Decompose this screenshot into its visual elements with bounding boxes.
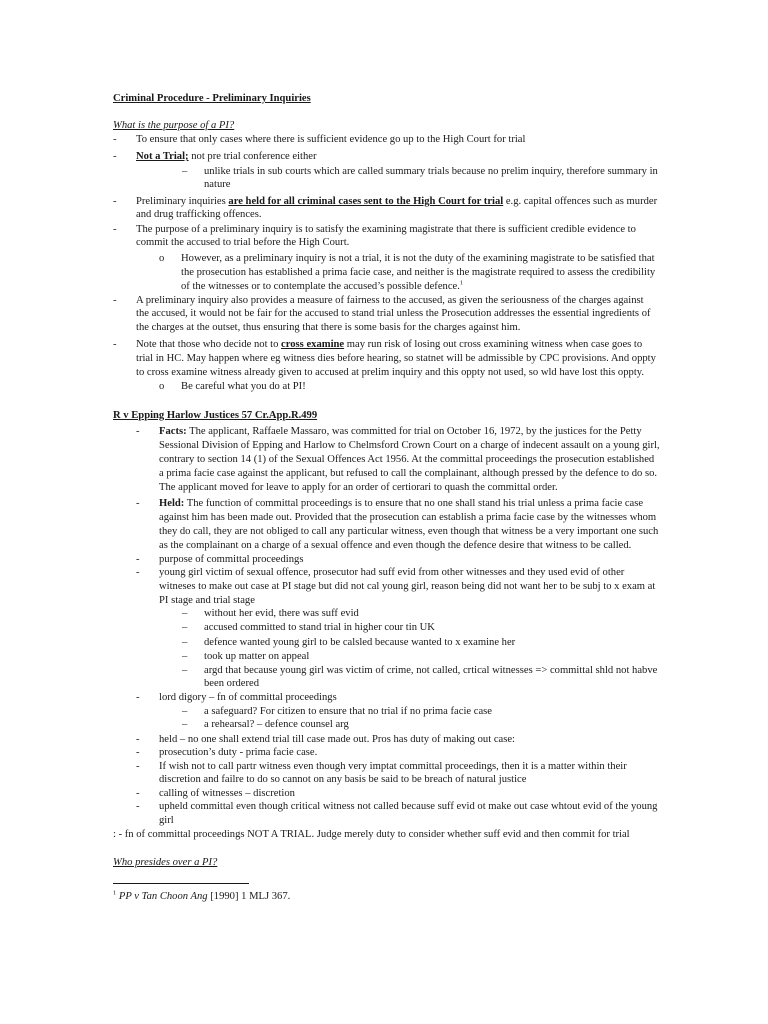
bullet-marker: -: [113, 224, 117, 235]
bullet-marker: -: [136, 692, 140, 703]
section-heading-purpose: What is the purpose of a PI?: [113, 120, 235, 131]
case-point: witneses to make out case at PI stage but did not cal young girl, reason being did not want her to be subj to x exam at: [159, 581, 656, 592]
case-subpoint: a rehearsal? – defence counsel arg: [204, 719, 349, 730]
sub-bullet-marker: –: [182, 706, 188, 717]
sub-bullet-marker: –: [182, 608, 188, 619]
bullet-marker: -: [136, 801, 140, 812]
page-title: Criminal Procedure - Preliminary Inquiries: [113, 93, 311, 104]
sub-bullet-marker: –: [182, 622, 188, 633]
purpose-bullet-2-sub: nature: [204, 179, 231, 190]
bullet-marker: -: [113, 339, 117, 350]
sub-bullet-marker: –: [182, 637, 188, 648]
footnote: [113, 890, 290, 903]
case-facts: [159, 425, 642, 438]
purpose-bullet-5: the charges at the outset, thus ensuring that there is some basis for the charges against him.: [136, 322, 521, 333]
case-subpoint: accused committed to stand trial in higher cour tin UK: [204, 622, 435, 633]
case-subpoint: argd that because young girl was victim of crime, not called, crtical witnesses => committal shld not habve: [204, 665, 658, 676]
bullet-marker: -: [136, 747, 140, 758]
sub-bullet-marker: –: [182, 651, 188, 662]
footnote-ref[interactable]: 1: [459, 279, 464, 287]
case-point: lord digory – fn of committal proceedings: [159, 692, 337, 703]
cross-examine-emphasis: cross examine: [281, 339, 345, 350]
bullet-marker: -: [113, 151, 117, 162]
sub-bullet-marker: o: [159, 381, 165, 392]
text-run: The function of committal proceedings is to ensure that no one shall stand his trial unless a prima facie case: [184, 498, 644, 509]
case-point: upheld committal even though critical witness not called because suff evid ot make out case whtout evid of the young: [159, 801, 658, 812]
sub-bullet-marker: –: [182, 166, 188, 177]
purpose-bullet-1: To ensure that only cases where there is sufficient evidence go up to the High Court for trial: [136, 134, 526, 145]
footnote-case-name: PP v Tan Choon Ang: [118, 891, 208, 902]
sub-bullet-marker: –: [182, 665, 188, 676]
case-facts: a prima facie case against the applicant, but refused to call the complainant, although pressed by the defence to do so.: [159, 468, 658, 479]
case-subpoint: took up matter on appeal: [204, 651, 310, 662]
footnote-separator: [113, 883, 249, 884]
purpose-bullet-6-sub: Be careful what you do at PI!: [181, 381, 306, 392]
purpose-bullet-5: A preliminary inquiry also provides a measure of fairness to the accused, as given the seriousness of the charges against: [136, 295, 644, 306]
purpose-bullet-4: The purpose of a preliminary inquiry is to satisfy the examining magistrate that there is sufficient credible evidence to: [136, 224, 636, 235]
text-run: The applicant, Raffaele Massaro, was committed for trial on October 16, 1972, by the justices for the Petty: [186, 426, 642, 437]
case-facts: contrary to section 14 (1) of the Sexual Offences Act 1956. At the committal proceedings the prosecution established: [159, 454, 655, 465]
case-conclusion: : - fn of committal proceedings NOT A TRIAL. Judge merely duty to consider whether suff evid and then commit for trial: [113, 829, 630, 840]
bullet-marker: -: [136, 554, 140, 565]
purpose-bullet-6: trial in HC. May happen where eg witness dies before hearing, so statnet will be admissible by CPC provisions. And oppty: [136, 353, 656, 364]
case-held: as the complainant on a charge of a sexual offence and even though the defence desire that witness to be called.: [159, 540, 632, 551]
purpose-bullet-4-sub: [181, 280, 463, 293]
purpose-bullet-3: and drug trafficking offences.: [136, 209, 262, 220]
footnote-citation: [1990] 1 MLJ 367.: [207, 891, 291, 902]
case-held: against him has been made out. Provided that the prosecution can establish a prima facie case by the witnesses whom: [159, 512, 657, 523]
case-point: discretion and failre to do so cannot on any basis be said to be breach of natural justice: [159, 774, 527, 785]
case-subpoint: without her evid, there was suff evid: [204, 608, 359, 619]
bullet-marker: -: [136, 498, 140, 509]
case-point: girl: [159, 815, 174, 826]
purpose-bullet-6: to cross examine witness already given to accused at prelim inquiry and this oppty not used, so wld have lost this oppty.: [136, 367, 645, 378]
facts-label: Facts:: [159, 426, 187, 437]
held-label: Held:: [159, 498, 185, 509]
bullet-marker: -: [113, 196, 117, 207]
text-run: may run risk of losing out cross examining witness when case goes to: [344, 339, 643, 350]
case-held: [159, 497, 643, 510]
bullet-marker: -: [136, 761, 140, 772]
bullet-marker: -: [136, 567, 140, 578]
case-point: If wish not to call partr witness even though very imptat committal proceedings, then it is a matter within their: [159, 761, 627, 772]
purpose-bullet-4-sub: However, as a preliminary inquiry is not a trial, it is not the duty of the examining magistrate to be satisfied that: [181, 253, 655, 264]
purpose-bullet-6: [136, 338, 642, 351]
bullet-marker: -: [136, 426, 140, 437]
purpose-bullet-2-sub: unlike trials in sub courts which are called summary trials because no prelim inquiry, therefore summary in: [204, 166, 658, 177]
sub-bullet-marker: –: [182, 719, 188, 730]
text-run: Preliminary inquiries: [136, 196, 229, 207]
text-run: e.g. capital offences such as murder: [503, 196, 658, 207]
purpose-bullet-4: commit the accused to trial before the High Court.: [136, 237, 350, 248]
case-held: they do call, they are not obliged to call any particular witness, even though that witness be a very important one such: [159, 526, 659, 537]
case-point: calling of witnesses – discretion: [159, 788, 295, 799]
text-run: not pre trial conference either: [188, 151, 317, 162]
purpose-bullet-3: [136, 195, 657, 208]
purpose-bullet-4-sub: the prosecution has established a prima facie case, and neither is the magistrate required to assess the credibility: [181, 267, 656, 278]
case-facts: The applicant moved for leave to apply for an order of certiorari to quash the committal order.: [159, 482, 558, 493]
bullet-marker: -: [113, 134, 117, 145]
bullet-marker: -: [136, 788, 140, 799]
held-for-all-cases-emphasis: are held for all criminal cases sent to the High Court for trial: [228, 196, 504, 207]
case-heading: R v Epping Harlow Justices 57 Cr.App.R.499: [113, 410, 318, 421]
text-run: of the witnesses or to contemplate the accused’s possible defence.: [181, 281, 460, 292]
case-point: prosecution’s duty - prima facie case.: [159, 747, 318, 758]
case-point: purpose of committal proceedings: [159, 554, 304, 565]
case-subpoint: a safeguard? For citizen to ensure that no trial if no prima facie case: [204, 706, 492, 717]
not-a-trial-emphasis: Not a Trial;: [136, 151, 189, 162]
case-point: young girl victim of sexual offence, prosecutor had suff evid from other witnesses and they used evid of other: [159, 567, 625, 578]
purpose-bullet-5: the accused, it would not be fair for the accused to stand trial unless the Prosecution addresses the essential ingredients of: [136, 308, 651, 319]
sub-bullet-marker: o: [159, 253, 165, 264]
section-heading-presides: Who presides over a PI?: [113, 857, 218, 868]
case-facts: Sessional Division of Epping and Harlow to Chelmsford Crown Court on a charge of indecent assault on a young girl,: [159, 440, 660, 451]
bullet-marker: -: [136, 734, 140, 745]
footnote-marker: 1: [113, 889, 117, 897]
text-run: Note that those who decide not to: [136, 339, 282, 350]
bullet-marker: -: [113, 295, 117, 306]
case-point: held – no one shall extend trial till case made out. Pros has duty of making out case:: [159, 734, 515, 745]
purpose-bullet-2: [136, 150, 317, 163]
case-point: PI stage and trial stage: [159, 595, 255, 606]
case-subpoint: defence wanted young girl to be calsled because wanted to x examine her: [204, 637, 516, 648]
case-subpoint: been ordered: [204, 678, 259, 689]
